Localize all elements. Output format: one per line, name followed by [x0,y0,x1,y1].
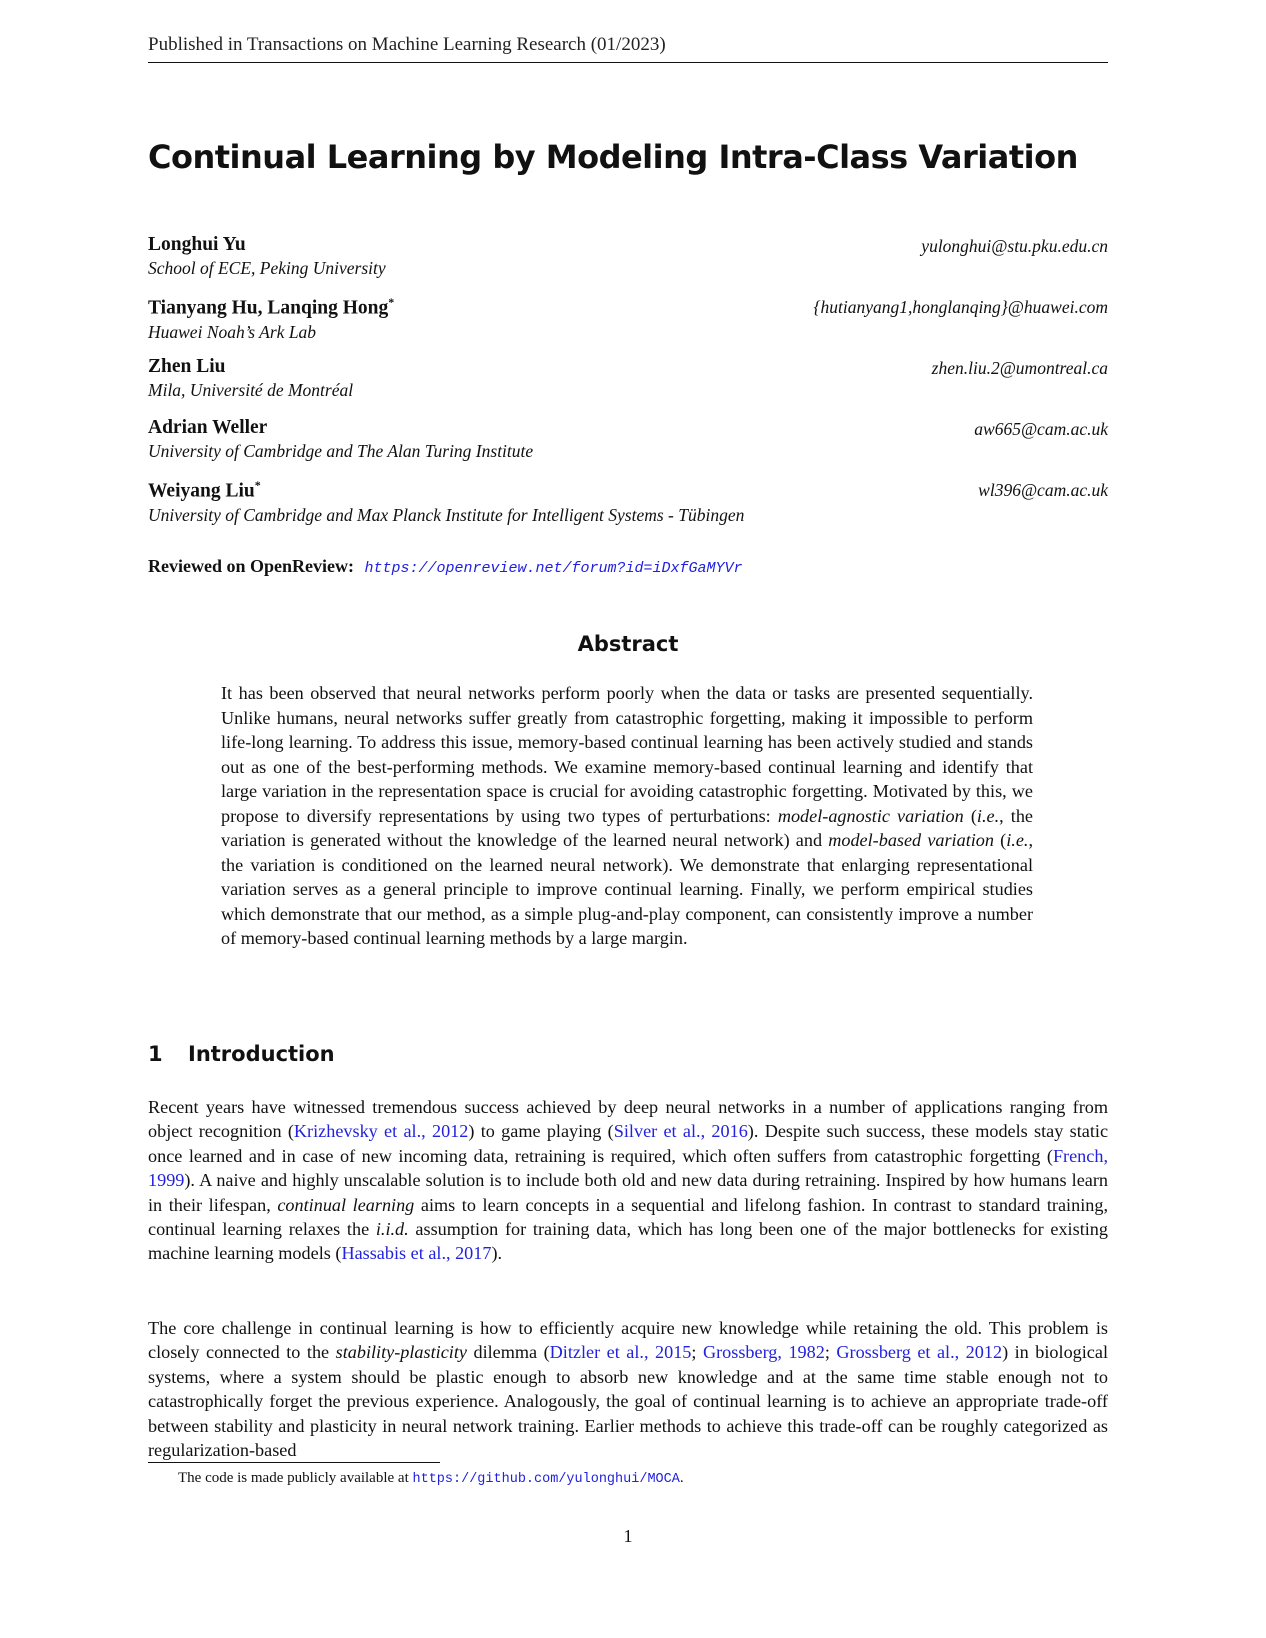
intro-paragraph-2 [148,1316,1108,1462]
author-block [148,234,1108,279]
author-name: Longhui Yu [148,234,246,255]
author-block [148,356,1108,401]
emphasis-text: continual learning [277,1194,415,1215]
emphasis-text: model-based variation [828,830,994,850]
footnote-text: The code is made publicly available at [178,1470,413,1486]
citation-link[interactable]: Hassabis et al., 2017 [341,1243,492,1264]
body-text: , the variation is conditioned on the learned neural network). We demonstrate that enlarging representational variation serves as a general principle to improve continual learning. Finally, we perform empirical studies which demonstrate that our method, as a simple plug-and-play component, can consistently improve a number of memory-based continual learning methods by a large margin. [221,830,1033,948]
author-affiliation: Huawei Noah’s Ark Lab [148,321,317,342]
footnote-rule [148,1462,440,1463]
emphasis-text: stability-plasticity [335,1342,467,1363]
github-link[interactable]: https://github.com/yulonghui/MOCA [412,1472,680,1487]
citation-link[interactable]: Silver et al., 2016 [613,1121,748,1142]
author-name: Zhen Liu [148,356,226,377]
body-text: assumption for training data, which has long been one of the major bottlenecks for existing machine learning models ( [148,1219,1108,1264]
author-affiliation: Mila, Université de Montréal [148,380,354,400]
body-text: ). A naive and highly unscalable solution is to include both old and new data during retraining. Inspired by how humans learn in their lifespan, [148,1170,1108,1215]
author-affiliation: University of Cambridge and The Alan Turing Institute [148,441,534,461]
body-text: aims to learn concepts in a sequential and lifelong fashion. In contrast to standard training, continual learning relaxes the [148,1194,1108,1240]
author-email[interactable]: wl396@cam.ac.uk [978,480,1108,500]
author-affiliation: University of Cambridge and Max Planck Institute for Intelligent Systems - Tübingen [148,504,745,525]
body-text: ). Despite such success, these models stay static once learned and in case of new incoming data, retraining is required, which often suffers from catastrophic forgetting ( [148,1121,1109,1166]
citation-link[interactable]: Ditzler et al., 2015 [549,1342,692,1363]
body-text: ; [691,1342,703,1363]
author-name: Weiyang Liu* [148,478,261,502]
abstract-heading: Abstract [577,632,679,656]
review-line [148,556,743,577]
running-head: Published in Transactions on Machine Learning Research (01/2023) [148,34,1108,63]
author-email[interactable]: yulonghui@stu.pku.edu.cn [921,236,1108,256]
section-heading-introduction [148,1042,335,1066]
citation-link[interactable]: Grossberg et al., 2012 [836,1342,1003,1363]
body-text: ). [491,1243,503,1264]
emphasis-text: model-agnostic variation [777,805,964,826]
author-block [148,478,1108,526]
body-text: ) to game playing ( [468,1121,614,1142]
body-text: Recent years have witnessed tremendous success achieved by deep neural networks in a number of applications ranging from object recognition ( [148,1097,1108,1142]
body-text: ( [963,805,977,826]
body-text: ) in biological systems, where a system should be plastic enough to absorb new knowledge and at the same time stable enough not to catastrophically forget the previous experience. Analogously, the goal of continual learning is to achieve an appropriate trade-off between stability and plasticity in neural network training. Earlier methods to achieve this trade-off can be roughly categorized as regularization-based [148,1342,1109,1461]
citation-link[interactable]: French, 1999 [148,1145,1108,1191]
page-number: 1 [623,1526,633,1546]
author-email[interactable]: zhen.liu.2@umontreal.ca [931,358,1108,378]
author-block [148,295,1108,343]
author-name: Tianyang Hu, Lanqing Hong* [148,295,395,319]
corresponding-author-mark: * [254,478,261,492]
author-block [148,417,1108,462]
body-text: It has been observed that neural networks perform poorly when the data or tasks are presented sequentially. Unlike humans, neural networks suffer greatly from catastrophic forgetting, making it impossible to perform life-long learning. To address this issue, memory-based continual learning has been actively studied and stands out as one of the best-performing methods. We examine memory-based continual learning and identify that large variation in the representation space is crucial for avoiding catastrophic forgetting. Motivated by this, we propose to diversify representations by using two types of perturbations: [221,683,1033,826]
corresponding-author-mark: * [388,295,395,309]
abstract-body [221,681,1033,951]
openreview-link[interactable]: https://openreview.net/forum?id=iDxfGaMYVr [364,560,743,577]
body-text: , the variation is generated without the knowledge of the learned neural network) and [221,805,1033,850]
author-affiliation: School of ECE, Peking University [148,258,386,278]
author-name: Adrian Weller [148,417,268,438]
body-text: The core challenge in continual learning is how to efficiently acquire new knowledge while retaining the old. This problem is closely connected to the [148,1318,1108,1363]
emphasis-text: i.e. [976,805,1000,826]
body-text: dilemma ( [466,1342,550,1363]
emphasis-text: i.i.d. [375,1219,409,1240]
body-text: ( [994,830,1007,850]
paper-title: Continual Learning by Modeling Intra-Class Variation [148,138,1078,176]
body-text: ; [824,1342,837,1363]
section-number: 1 [148,1042,163,1066]
citation-link[interactable]: Grossberg, 1982 [702,1342,825,1363]
footnote [178,1470,684,1487]
emphasis-text: i.e. [1006,830,1029,850]
author-email[interactable]: {hutianyang1,honglanqing}@huawei.com [813,297,1108,317]
author-email[interactable]: aw665@cam.ac.uk [974,419,1108,439]
section-title: Introduction [188,1042,335,1066]
intro-paragraph-1 [148,1095,1108,1266]
review-label: Reviewed on OpenReview: [148,556,354,576]
citation-link[interactable]: Krizhevsky et al., 2012 [293,1121,469,1142]
footnote-end: . [679,1470,684,1486]
